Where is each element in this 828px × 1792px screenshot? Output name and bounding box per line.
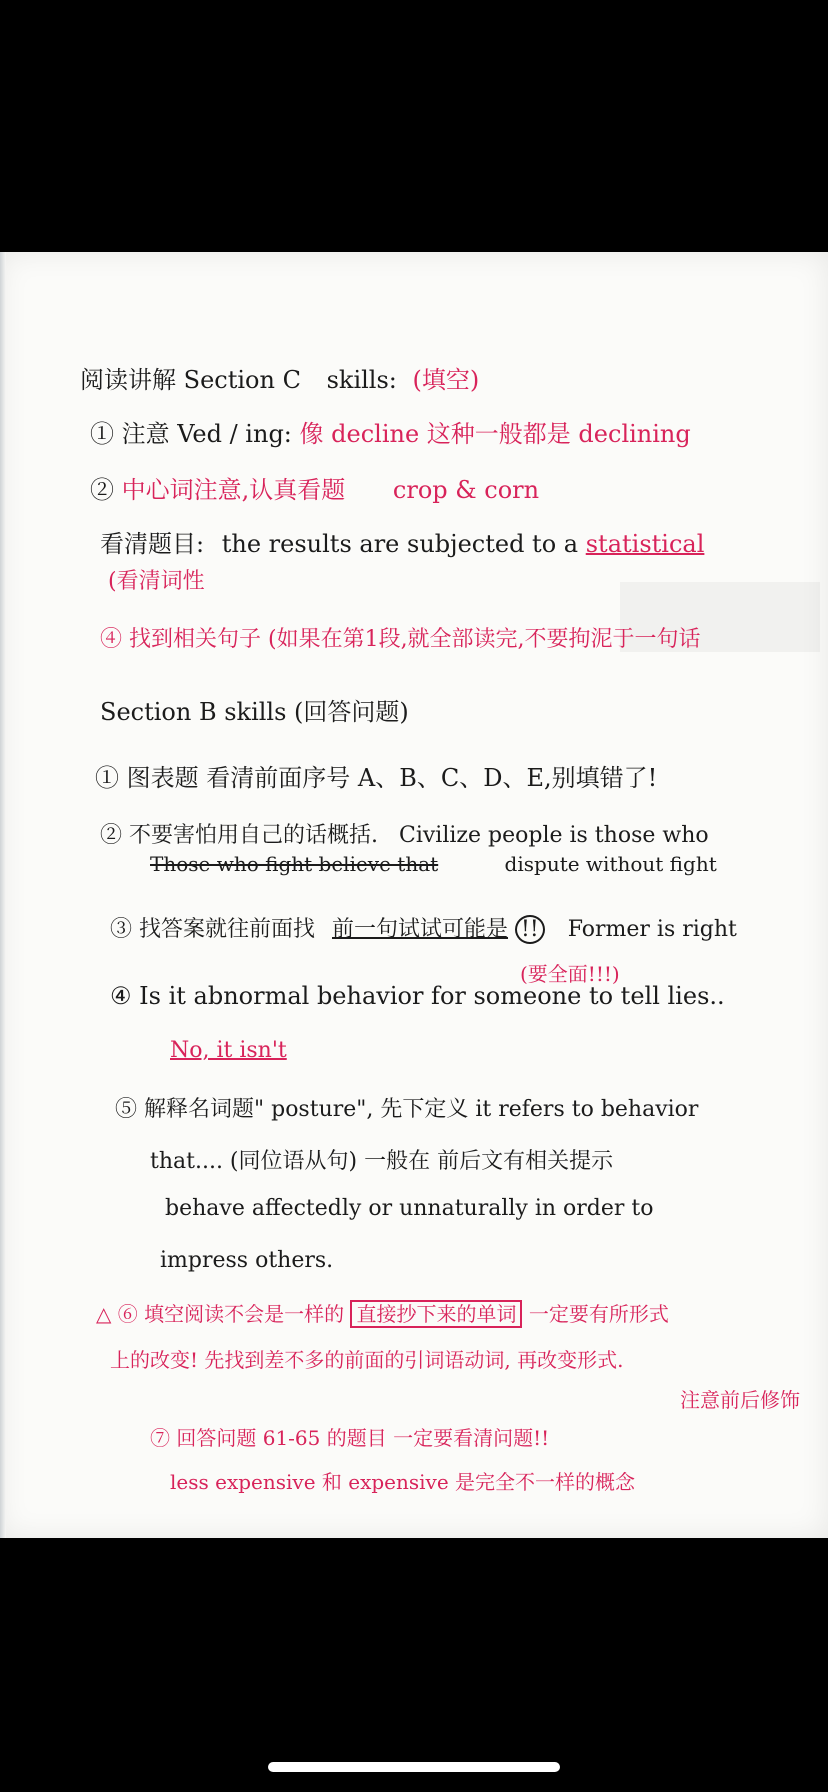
- section-b-title: Section B skills (回答问题): [100, 698, 409, 726]
- c-item-1: [90, 414, 691, 449]
- notebook-page: [0, 252, 828, 1538]
- home-indicator[interactable]: [268, 1762, 560, 1772]
- b-item-5-line3: behave affectedly or unnaturally in order to: [165, 1196, 654, 1221]
- c2-number: ②: [90, 476, 114, 504]
- title-prefix: 阅读讲解 Section C: [80, 366, 301, 394]
- c3-text: the results are subjected to a: [221, 530, 579, 558]
- b-item-3: [110, 912, 737, 943]
- b2-english: Civilize people is those who: [399, 823, 709, 848]
- b4-note: (要全面!!!): [520, 962, 620, 986]
- c-item-2: [90, 470, 539, 505]
- c3-label: 看清题目:: [100, 530, 205, 558]
- b3-english: Former is right: [567, 917, 737, 942]
- b-item-2-line2: [150, 852, 717, 876]
- c-item-3: [100, 524, 704, 559]
- section-c-title: [80, 360, 479, 395]
- b6-text-1: 填空阅读不会是一样的: [144, 1302, 345, 1326]
- page-edge: [0, 252, 6, 1538]
- c-item-4: ④ 找到相关句子 (如果在第1段,就全部读完,不要拘泥于一句话: [100, 627, 701, 652]
- b-item-5-line1: ⑤ 解释名词题" posture", 先下定义 it refers to behavior: [115, 1097, 699, 1122]
- c1-text: 注意 Ved / ing:: [121, 420, 292, 448]
- b6-side-note: 注意前后修饰: [680, 1388, 800, 1412]
- c2-example: crop & corn: [392, 476, 540, 504]
- c2-red-note: 中心词注意,认真看题: [121, 476, 346, 504]
- b-item-6: [96, 1298, 669, 1327]
- b-item-7-line1: ⑦ 回答问题 61-65 的题目 一定要看清问题!!: [150, 1426, 550, 1450]
- b6-text-2: 一定要有所形式: [528, 1302, 669, 1326]
- b3-exclaim-circle: !!: [515, 915, 545, 944]
- b6-boxed-text: 直接抄下来的单词: [350, 1300, 522, 1328]
- b-item-5-line2: that.... (同位语从句) 一般在 前后文有相关提示: [150, 1149, 614, 1174]
- c1-number: ①: [90, 420, 114, 448]
- c3-subnote: (看清词性: [108, 569, 205, 594]
- b3-underlined: 前一句试试可能是: [332, 917, 509, 942]
- b-item-2: [100, 818, 709, 849]
- c1-red-note: 像 decline 这种一般都是 declining: [299, 420, 691, 448]
- b4-answer: No, it isn't: [170, 1038, 287, 1063]
- c3-keyword: statistical: [585, 530, 705, 558]
- b6-triangle-mark: △: [96, 1302, 112, 1326]
- title-note: (填空): [412, 366, 480, 394]
- b-item-5-line4: impress others.: [160, 1248, 334, 1273]
- b3-text: ③ 找答案就往前面找: [110, 917, 315, 942]
- b-item-6-line2: 上的改变! 先找到差不多的前面的引词语动词, 再改变形式.: [110, 1348, 624, 1372]
- b-item-1: ① 图表题 看清前面序号 A、B、C、D、E,别填错了!: [95, 764, 658, 792]
- b-item-4: ④ Is it abnormal behavior for someone to tell lies..: [110, 982, 725, 1010]
- title-skills: skills:: [326, 366, 397, 394]
- b6-number: ⑥: [117, 1302, 138, 1326]
- b2-english-2: dispute without fight: [504, 852, 717, 876]
- b-item-7-line2: less expensive 和 expensive 是完全不一样的概念: [170, 1470, 636, 1494]
- b2-text: ② 不要害怕用自己的话概括.: [100, 823, 378, 848]
- b2-struck-phrase: Those who fight believe that: [150, 852, 439, 876]
